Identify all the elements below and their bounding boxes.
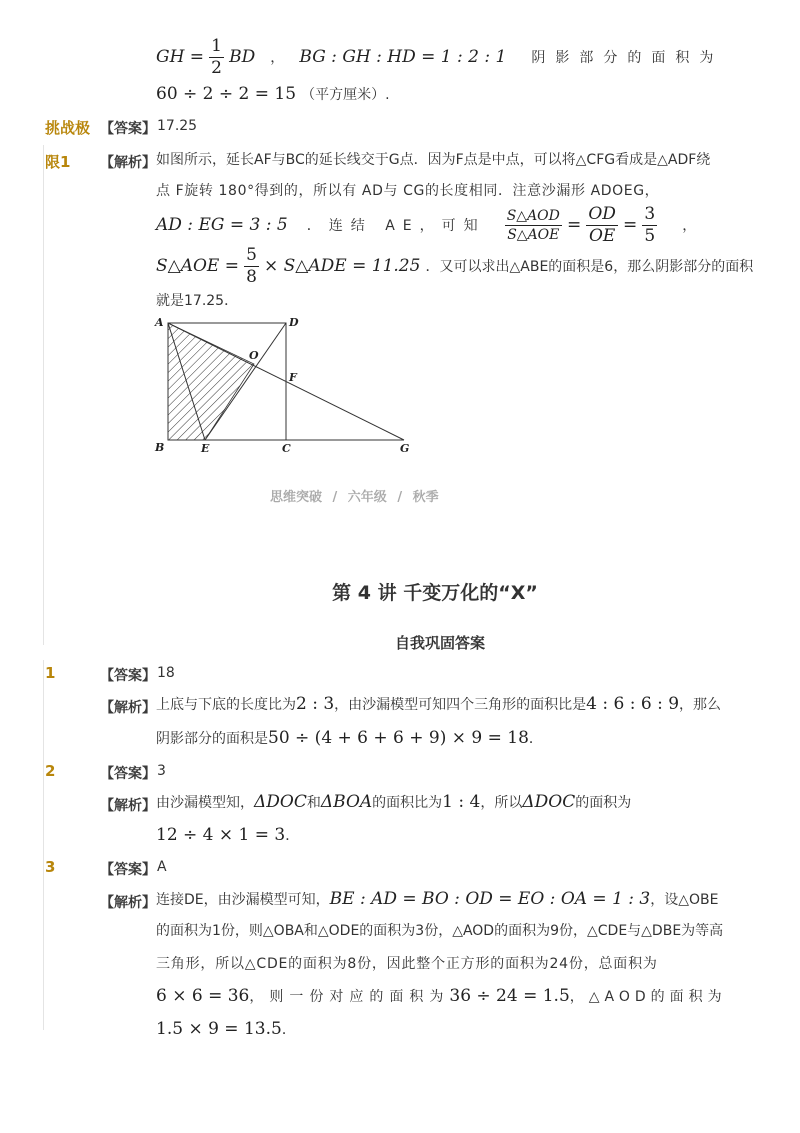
- q3-line-4: 6 × 6 = 36，则一份对应的面积为36 ÷ 24 = 1.5，△AOD的面积为: [156, 986, 727, 1006]
- connect-ae-text: ．连结 AE，可知: [306, 218, 486, 234]
- q2-number: 2: [45, 762, 56, 780]
- page-footer: 思维突破 / 六年级 / 秋季: [270, 490, 439, 505]
- label-a: A: [155, 316, 164, 329]
- gh-formula-a: GH =: [156, 47, 205, 67]
- challenge-line-3: AD : EG = 3 : 5 ．连结 AE，可知 $\frac{\text{S△AOD}}{\text{S△AOE}}$ = $\frac{OD}{OE}$ = $\frac{3}{5}$ ，: [156, 204, 697, 246]
- gh-formula-b: BD: [229, 47, 256, 67]
- q3-number: 3: [45, 858, 56, 876]
- q2-answer: 3: [157, 763, 166, 779]
- label-e: E: [201, 442, 210, 455]
- challenge-label-a: 挑战极: [45, 119, 91, 137]
- q2-analysis-tag: 【解析】: [100, 798, 156, 814]
- q1-number: 1: [45, 664, 56, 682]
- challenge-line-1: 如图所示，延长AF与BC的延长线交于G点．因为F点是中点，可以将△CFG看成是△ADF绕: [156, 152, 711, 168]
- q1-line-2: 阴影部分的面积是50 ÷ (4 + 6 + 6 + 9) × 9 = 18．: [156, 728, 543, 748]
- challenge-line-4: S△AOE = $\frac{5}{8}$ × S△ADE = 11.25 ．又可以求出△ABE的面积是6，那么阴影部分的面积: [156, 245, 754, 287]
- challenge-answer: 17.25: [157, 118, 198, 134]
- q1-analysis-tag: 【解析】: [100, 700, 156, 716]
- challenge-analysis-tag: 【解析】: [100, 155, 156, 171]
- label-o: O: [249, 349, 259, 362]
- margin-rule-bottom: [43, 660, 44, 1030]
- challenge-label-b: 限1: [45, 153, 71, 171]
- ad-eg-ratio: AD : EG = 3 : 5: [156, 215, 288, 235]
- chapter-subtitle: 自我巩固答案: [394, 634, 485, 652]
- ratio-formula: BG : GH : HD = 1 : 2 : 1: [299, 47, 507, 67]
- q1-answer-tag: 【答案】: [100, 668, 156, 684]
- q3-answer-tag: 【答案】: [100, 862, 156, 878]
- label-c: C: [282, 442, 291, 455]
- shaded-region: [168, 323, 254, 440]
- label-f: F: [289, 371, 297, 384]
- geometry-figure: [150, 314, 420, 459]
- label-g: G: [400, 442, 410, 455]
- top-unit: （平方厘米）.: [301, 87, 390, 103]
- q3-analysis-tag: 【解析】: [100, 895, 156, 911]
- q3-line-2: 的面积为1份，则△OBA和△ODE的面积为3份，△AOD的面积为9份，△CDE与△DBE为等高: [156, 923, 724, 939]
- shade-text: 阴影部分的面积为: [531, 50, 724, 66]
- challenge-line-2: 点 F旋转 180°得到的，所以有 AD与 CG的长度相同．注意沙漏形 ADOEG，: [156, 183, 660, 199]
- top-calc: 60 ÷ 2 ÷ 2 = 15: [156, 84, 297, 104]
- top-line-2: [156, 84, 390, 104]
- five-eighths-fraction: $\frac{5}{8}$: [246, 245, 257, 287]
- q1-answer: 18: [157, 665, 175, 681]
- gh-fraction-num: 1: [211, 36, 222, 56]
- gh-fraction-den: 2: [211, 58, 222, 78]
- challenge-line-5: 就是17.25．: [156, 293, 239, 309]
- q1-line-1: 上底与下底的长度比为2 : 3，由沙漏模型可知四个三角形的面积比是4 : 6 : 6 : 9，那么: [156, 694, 722, 714]
- top-line-1: GH = $\frac{1}{2}$ BD ， BG : GH : HD = 1 : 2 : 1 阴影部分的面积为: [156, 36, 724, 78]
- three-fifths-fraction: $\frac{3}{5}$: [644, 204, 656, 246]
- area-ratio-fraction: $\frac{\text{S△AOD}}{\text{S△AOE}}$: [506, 208, 560, 243]
- od-oe-fraction: $\frac{OD}{OE}$: [588, 204, 616, 246]
- chapter-title: 第 4 讲 千变万化的“X”: [332, 582, 538, 604]
- q3-line-5: 1.5 × 9 = 13.5．: [156, 1019, 296, 1039]
- challenge-answer-tag: 【答案】: [100, 121, 156, 137]
- q3-line-3: 三角形，所以△CDE的面积为8份，因此整个正方形的面积为24份，总面积为: [156, 956, 658, 972]
- gh-fraction: [209, 38, 224, 77]
- q3-line-1: 连接DE，由沙漏模型可知，BE : AD = BO : OD = EO : OA = 1 : 3，设△OBE: [156, 889, 719, 909]
- q3-answer: A: [157, 859, 167, 875]
- margin-rule-top: [43, 145, 44, 645]
- q2-answer-tag: 【答案】: [100, 766, 156, 782]
- q2-line-1: 由沙漏模型知，ΔDOC和ΔBOA的面积比为1 : 4，所以ΔDOC的面积为: [156, 792, 632, 812]
- q2-line-2: 12 ÷ 4 × 1 = 3．: [156, 825, 300, 845]
- label-b: B: [155, 441, 165, 454]
- label-d: D: [289, 316, 299, 329]
